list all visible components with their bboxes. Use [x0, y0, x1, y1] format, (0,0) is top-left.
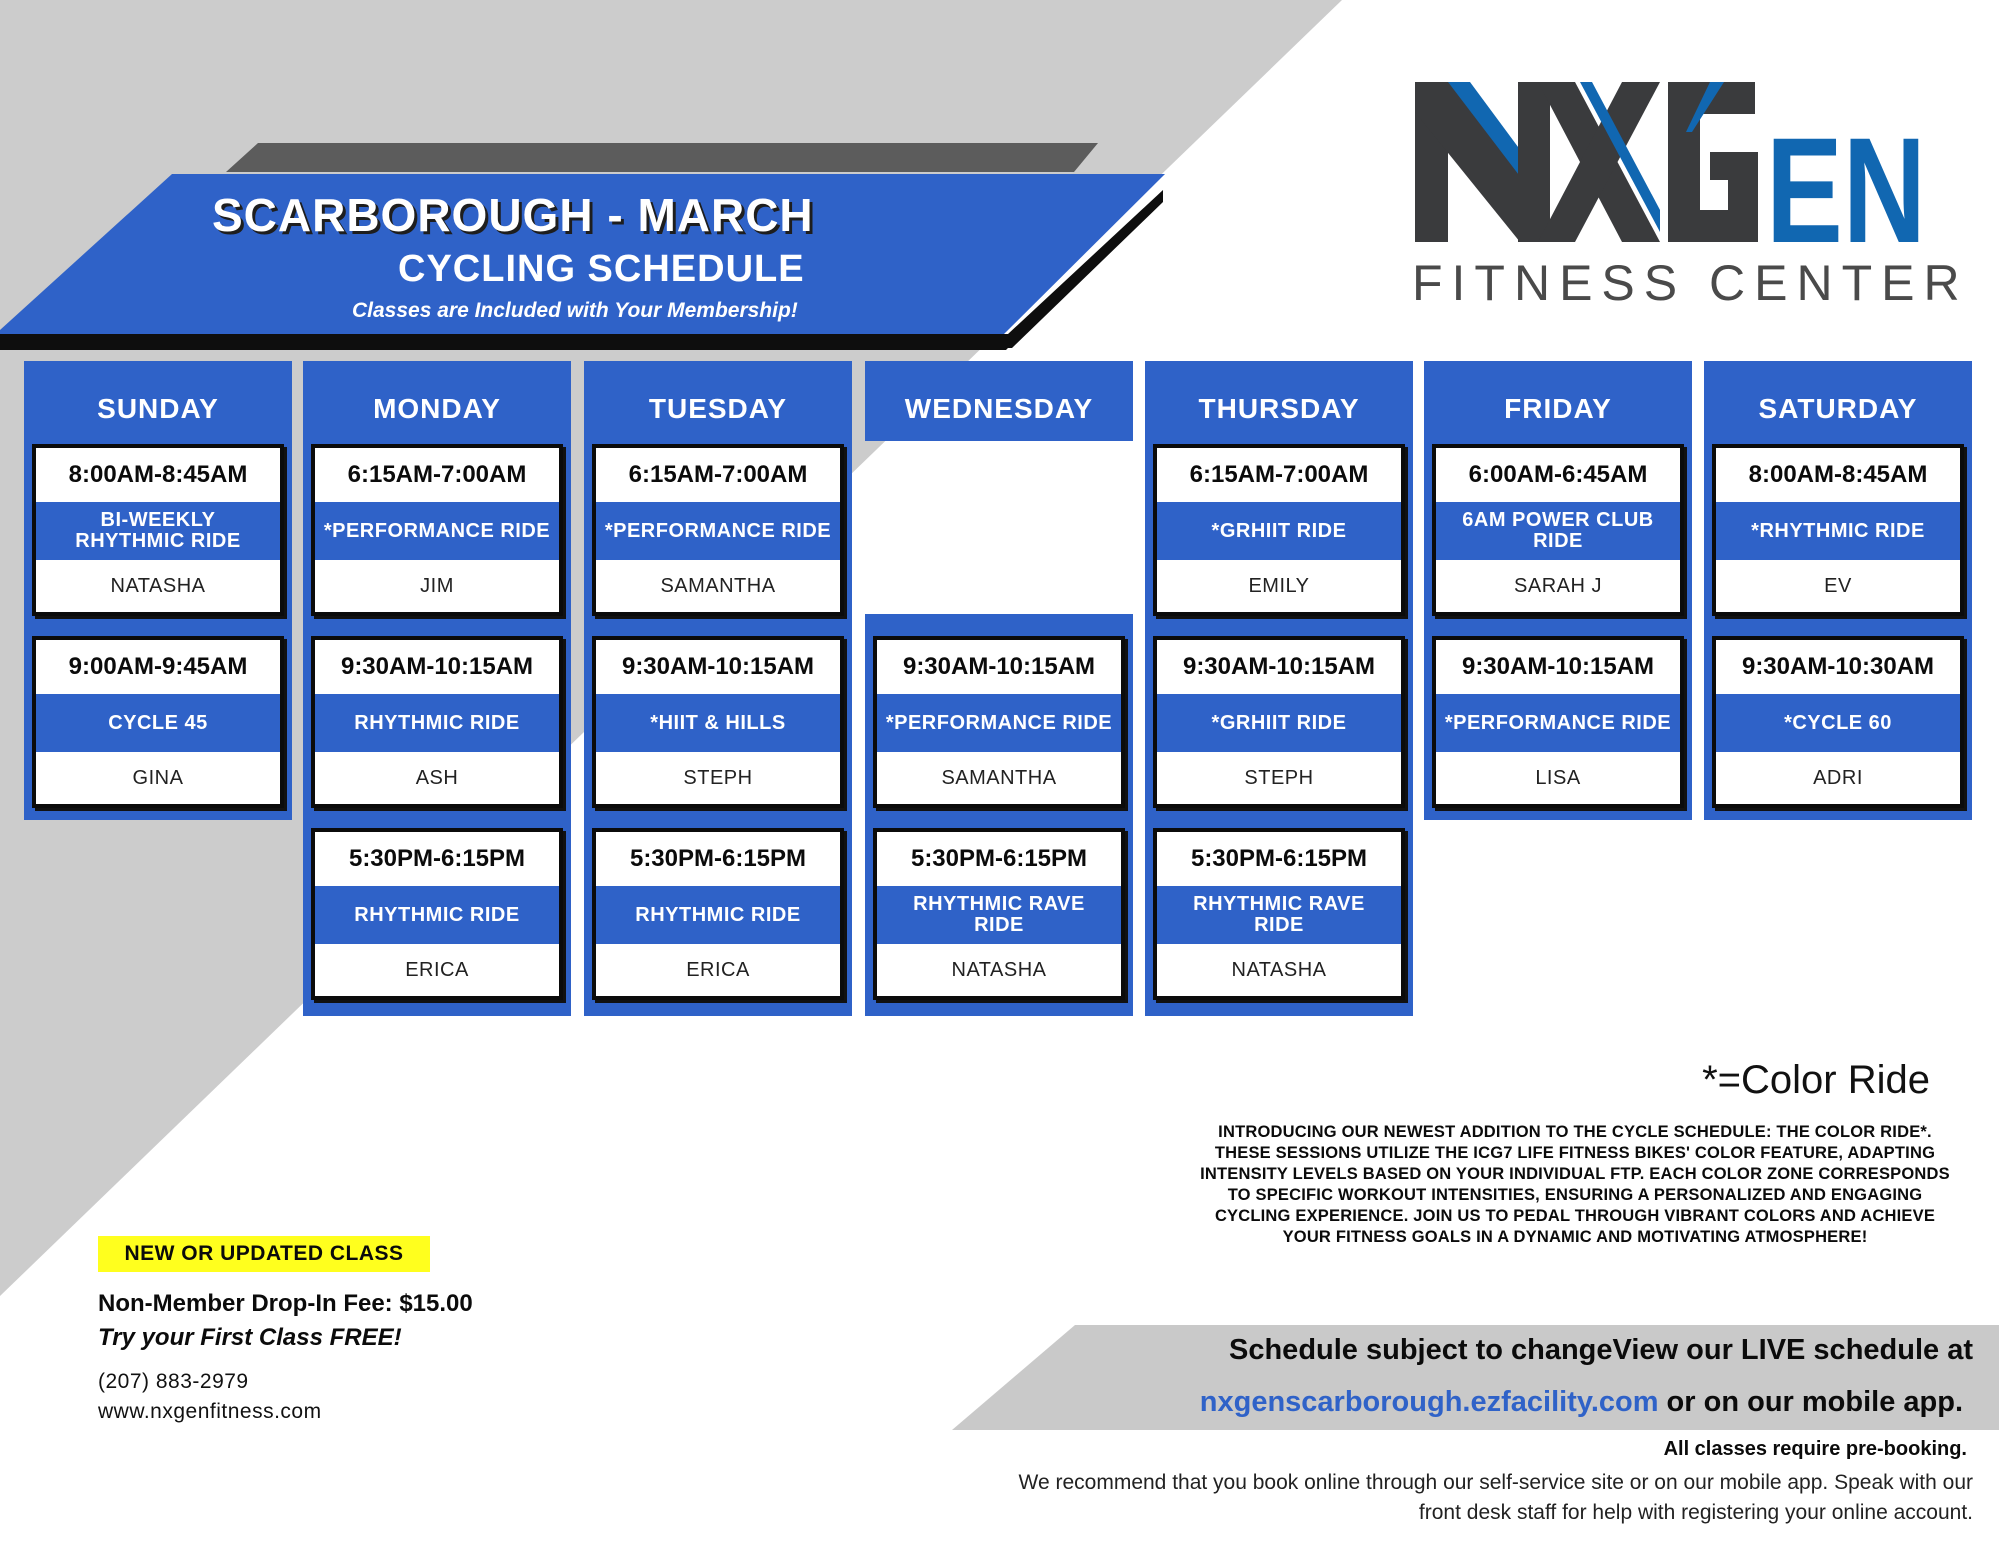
class-instructor: SAMANTHA	[660, 574, 776, 597]
class-name: *PERFORMANCE RIDE	[315, 502, 559, 560]
class-time: 5:30PM-6:15PM	[1190, 845, 1368, 872]
class-instructor: EMILY	[1248, 574, 1310, 597]
class-name: RHYTHMIC RAVE RIDE	[877, 886, 1121, 944]
class-instructor: EV	[1824, 574, 1852, 597]
logo-n-shape	[1415, 82, 1550, 242]
class-time: 9:30AM-10:15AM	[340, 653, 534, 680]
page-title: SCARBOROUGH - MARCH	[212, 189, 814, 241]
day-name-sunday: SUNDAY	[97, 393, 219, 424]
class-time: 8:00AM-8:45AM	[1748, 461, 1928, 488]
new-class-badge: NEW OR UPDATED CLASS	[98, 1236, 430, 1272]
class-card	[1153, 444, 1405, 616]
class-card	[592, 444, 844, 616]
day-name-tuesday: TUESDAY	[648, 393, 788, 424]
class-card	[1712, 444, 1964, 616]
class-card	[32, 636, 284, 808]
prebooking-note: All classes require pre-booking.	[1663, 1438, 1967, 1460]
class-name: RHYTHMIC RIDE	[315, 694, 559, 752]
class-time: 6:00AM-6:45AM	[1468, 461, 1648, 488]
logo-x-shape	[1538, 82, 1660, 242]
class-card	[311, 828, 563, 1000]
class-time: 9:30AM-10:15AM	[1182, 653, 1376, 680]
class-time: 6:15AM-7:00AM	[628, 461, 808, 488]
color-ride-intro: INTRODUCING OUR NEWEST ADDITION TO THE CYCLE SCHEDULE: THE COLOR RIDE*. THESE SESSIONS UTILIZE THE ICG7 LIFE FITNESS BIKES' COLOR FEATURE, ADAPTING INTENSITY LEVELS BASED ON YOUR INDIVIDUAL FTP. EACH COLOR ZONE CORRESPONDS TO SPECIFIC WORKOUT INTENSITIES, ENSURING A PERSONALIZED AND ENGAGING CYCLING EXPERIENCE. JOIN US TO PEDAL THROUGH VIBRANT COLORS AND ACHIEVE YOUR FITNESS GOALS IN A DYNAMIC AND MOTIVATING ATMOSPHERE!	[1200, 1123, 1950, 1246]
booking-recommendation: We recommend that you book online through our self-service site or on our mobile app. Speak with our front desk staff for help with registering your online account.	[1018, 1471, 1973, 1524]
class-instructor: NATASHA	[951, 958, 1047, 981]
class-instructor: LISA	[1535, 766, 1581, 789]
class-instructor: SAMANTHA	[941, 766, 1057, 789]
class-card	[873, 828, 1125, 1000]
class-name: RHYTHMIC RIDE	[315, 886, 559, 944]
class-card	[1432, 444, 1684, 616]
day-name-friday: FRIDAY	[1504, 393, 1612, 424]
class-card	[592, 828, 844, 1000]
class-card	[311, 444, 563, 616]
membership-tagline: Classes are Included with Your Membership!	[352, 299, 798, 322]
class-instructor: SARAH J	[1514, 574, 1602, 597]
class-instructor: ADRI	[1813, 766, 1863, 789]
class-instructor: NATASHA	[1231, 958, 1327, 981]
day-name-saturday: SATURDAY	[1758, 393, 1918, 424]
class-name: *PERFORMANCE RIDE	[1436, 694, 1680, 752]
schedule-change-note: Schedule subject to changeView our LIVE schedule at	[1229, 1334, 1973, 1366]
class-instructor: GINA	[132, 766, 184, 789]
class-card	[1712, 636, 1964, 808]
class-time: 8:00AM-8:45AM	[68, 461, 248, 488]
class-time: 6:15AM-7:00AM	[1189, 461, 1369, 488]
class-card	[873, 636, 1125, 808]
page-subtitle: CYCLING SCHEDULE	[398, 248, 805, 290]
class-time: 9:30AM-10:15AM	[1461, 653, 1655, 680]
class-name: 6AM POWER CLUB RIDE	[1436, 502, 1680, 560]
class-name: *RHYTHMIC RIDE	[1716, 502, 1960, 560]
class-name: CYCLE 45	[36, 694, 280, 752]
class-instructor: ERICA	[686, 958, 750, 981]
class-name: *GRHIIT RIDE	[1157, 694, 1401, 752]
logo-g-shape	[1668, 82, 1758, 242]
class-name: *PERFORMANCE RIDE	[596, 502, 840, 560]
drop-in-fee: Non-Member Drop-In Fee: $15.00	[98, 1290, 473, 1317]
class-name: *GRHIIT RIDE	[1157, 502, 1401, 560]
class-name: *CYCLE 60	[1716, 694, 1960, 752]
class-name: RHYTHMIC RIDE	[596, 886, 840, 944]
live-schedule-link[interactable]: nxgenscarborough.ezfacility.com	[1199, 1386, 1659, 1418]
class-card	[1153, 636, 1405, 808]
website-link[interactable]: www.nxgenfitness.com	[98, 1400, 322, 1423]
phone-number[interactable]: (207) 883-2979	[98, 1370, 249, 1393]
class-name: RHYTHMIC RAVE RIDE	[1157, 886, 1401, 944]
live-schedule-line	[1200, 1386, 1963, 1419]
class-card	[1153, 828, 1405, 1000]
class-card	[1432, 636, 1684, 808]
class-name: BI-WEEKLY RHYTHMIC RIDE	[36, 502, 280, 560]
class-instructor: STEPH	[683, 766, 753, 789]
logo-subtitle: FITNESS CENTER	[1412, 255, 1969, 311]
day-name-wednesday: WEDNESDAY	[904, 393, 1094, 424]
class-time: 9:30AM-10:15AM	[621, 653, 815, 680]
class-time: 5:30PM-6:15PM	[629, 845, 807, 872]
mobile-app-note: or on our mobile app.	[1658, 1386, 1963, 1418]
header-dark-tab	[226, 143, 1098, 172]
class-instructor: ASH	[415, 766, 459, 789]
class-instructor: NATASHA	[110, 574, 206, 597]
class-time: 6:15AM-7:00AM	[347, 461, 527, 488]
class-instructor: STEPH	[1244, 766, 1314, 789]
logo-en-text: EN	[1766, 106, 1926, 274]
class-time: 9:30AM-10:30AM	[1741, 653, 1935, 680]
day-name-thursday: THURSDAY	[1198, 393, 1360, 424]
day-name-monday: MONDAY	[373, 393, 501, 424]
class-time: 9:30AM-10:15AM	[902, 653, 1096, 680]
color-ride-legend: *=Color Ride	[1702, 1058, 1930, 1102]
first-class-free: Try your First Class FREE!	[98, 1324, 402, 1351]
class-time: 5:30PM-6:15PM	[910, 845, 1088, 872]
class-instructor: ERICA	[405, 958, 469, 981]
class-name: *HIIT & HILLS	[596, 694, 840, 752]
class-name: *PERFORMANCE RIDE	[877, 694, 1121, 752]
class-card	[592, 636, 844, 808]
class-time: 9:00AM-9:45AM	[68, 653, 248, 680]
class-time: 5:30PM-6:15PM	[348, 845, 526, 872]
class-instructor: JIM	[420, 574, 454, 597]
class-card	[32, 444, 284, 616]
class-card	[311, 636, 563, 808]
